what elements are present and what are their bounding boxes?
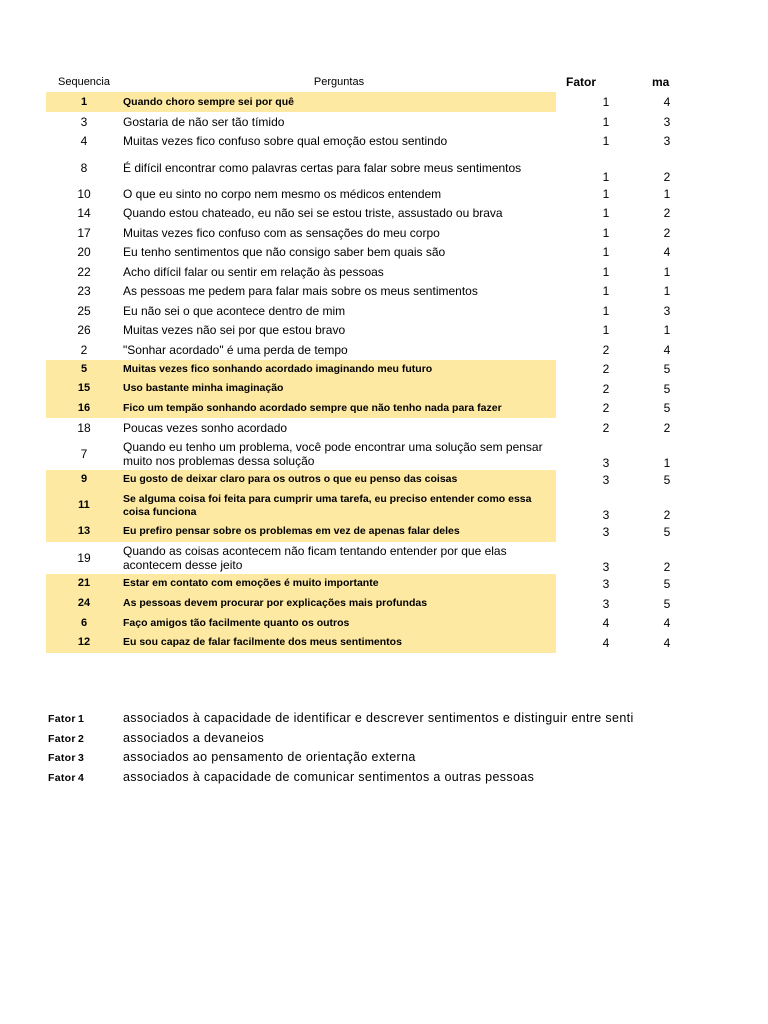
cell-fator: 1	[602, 114, 610, 129]
cell-pergunta	[123, 633, 553, 653]
cell-sequencia: 25	[77, 303, 91, 318]
question-text: Muitas vezes fico confuso com as sensações do meu corpo	[123, 225, 440, 240]
table-row	[0, 633, 768, 653]
cell-pergunta	[123, 223, 553, 243]
question-text: Muitas vezes fico confuso sobre qual emoção estou sentindo	[123, 134, 448, 149]
question-text: O que eu sinto no corpo nem mesmo os médicos entendem	[123, 186, 442, 201]
cell-pergunta	[123, 379, 553, 399]
cell-fator: 1	[602, 323, 610, 338]
cell-ma: 4	[663, 635, 671, 650]
table-row	[0, 282, 768, 302]
table-row	[0, 379, 768, 399]
cell-sequencia: 18	[77, 420, 91, 435]
cell-fator: 2	[602, 342, 610, 357]
question-text: Faço amigos tão facilmente quanto os outros	[123, 616, 350, 629]
factor-legend	[0, 711, 768, 789]
cell-fator: 1	[602, 206, 610, 221]
question-text: Muitas vezes fico sonhando acordado imaginando meu futuro	[123, 362, 433, 375]
table-row	[0, 92, 768, 112]
cell-fator: 3	[602, 472, 610, 487]
legend-description: associados ao pensamento de orientação externa	[123, 750, 416, 764]
header-ma: ma	[652, 75, 670, 89]
cell-fator: 3	[602, 559, 610, 574]
legend-item	[0, 731, 768, 751]
question-text: É difícil encontrar como palavras certas para falar sobre meus sentimentos	[123, 160, 522, 175]
cell-fator: 2	[602, 362, 610, 377]
cell-sequencia: 17	[77, 225, 91, 240]
cell-fator: 3	[602, 596, 610, 611]
cell-fator: 1	[602, 134, 610, 149]
cell-ma: 1	[663, 284, 671, 299]
cell-sequencia: 2	[80, 342, 88, 357]
question-text: Eu não sei o que acontece dentro de mim	[123, 303, 346, 318]
cell-sequencia: 1	[80, 95, 88, 108]
cell-ma: 2	[663, 206, 671, 221]
cell-fator: 1	[602, 245, 610, 260]
header-perguntas: Perguntas	[313, 76, 365, 88]
cell-pergunta	[123, 282, 553, 302]
cell-sequencia: 13	[77, 525, 91, 537]
question-text: Muitas vezes não sei por que estou bravo	[123, 323, 346, 338]
cell-pergunta	[123, 470, 553, 490]
cell-pergunta	[123, 321, 553, 341]
cell-fator: 2	[602, 401, 610, 416]
question-text: Quando estou chateado, eu não sei se estou triste, assustado ou brava	[123, 206, 503, 221]
cell-ma: 5	[663, 472, 671, 487]
cell-pergunta	[123, 574, 553, 594]
cell-ma: 5	[663, 524, 671, 539]
cell-ma: 5	[663, 401, 671, 416]
cell-fator: 2	[602, 420, 610, 435]
cell-sequencia: 9	[80, 473, 88, 485]
table-row	[0, 418, 768, 438]
cell-fator: 3	[602, 455, 610, 470]
cell-sequencia: 6	[80, 616, 88, 629]
table-row	[0, 399, 768, 419]
cell-pergunta	[123, 614, 553, 634]
cell-sequencia: 10	[77, 186, 91, 201]
cell-sequencia: 19	[77, 550, 91, 565]
table-row	[0, 112, 768, 132]
cell-fator: 1	[602, 264, 610, 279]
legend-item	[0, 711, 768, 731]
cell-sequencia: 4	[80, 134, 88, 149]
cell-ma: 5	[663, 576, 671, 591]
table-row	[0, 438, 768, 470]
question-text: Acho difícil falar ou sentir em relação às pessoas	[123, 264, 384, 279]
table-row	[0, 321, 768, 341]
cell-sequencia: 15	[77, 382, 91, 395]
cell-pergunta	[123, 360, 553, 380]
header-fator: Fator	[566, 75, 596, 89]
cell-ma: 4	[663, 616, 671, 631]
cell-pergunta	[123, 184, 553, 204]
cell-ma: 1	[663, 323, 671, 338]
table-row	[0, 223, 768, 243]
cell-fator: 1	[602, 95, 610, 109]
cell-ma: 2	[663, 170, 671, 184]
question-text: Eu gosto de deixar claro para os outros o que eu penso das coisas	[123, 473, 458, 485]
table-row	[0, 243, 768, 263]
legend-number: 2	[78, 732, 84, 745]
table-row	[0, 262, 768, 282]
table-row	[0, 132, 768, 152]
cell-sequencia: 20	[77, 245, 91, 260]
cell-ma: 1	[663, 186, 671, 201]
cell-fator: 3	[602, 507, 610, 522]
cell-pergunta	[123, 92, 553, 112]
cell-pergunta	[123, 262, 553, 282]
cell-ma: 1	[663, 264, 671, 279]
cell-sequencia: 3	[80, 114, 88, 129]
legend-number: 1	[78, 713, 84, 725]
cell-fator: 4	[602, 616, 610, 631]
legend-number: 3	[78, 752, 84, 764]
question-text: Se alguma coisa foi feita para cumprir uma tarefa, eu preciso entender como essa coisa funciona	[123, 492, 532, 518]
cell-ma: 2	[663, 559, 671, 574]
legend-number: 4	[78, 771, 84, 784]
legend-label: Fator	[48, 732, 76, 745]
cell-ma: 2	[663, 420, 671, 435]
question-text: Quando choro sempre sei por quê	[123, 95, 294, 108]
table-row	[0, 360, 768, 380]
question-text: Eu prefiro pensar sobre os problemas em vez de apenas falar deles	[123, 525, 460, 537]
legend-label: Fator	[48, 752, 76, 764]
cell-ma: 5	[663, 596, 671, 611]
table-row	[0, 470, 768, 490]
question-text: Estar em contato com emoções é muito importante	[123, 577, 379, 589]
cell-sequencia: 12	[77, 636, 91, 649]
cell-ma: 3	[663, 303, 671, 318]
legend-description: associados à capacidade de comunicar sentimentos a outras pessoas	[123, 769, 535, 784]
table-row	[0, 151, 768, 184]
cell-ma: 1	[663, 455, 671, 470]
table-row	[0, 522, 768, 542]
cell-sequencia: 22	[77, 264, 91, 279]
cell-pergunta	[123, 112, 553, 132]
questions-table	[0, 92, 768, 653]
cell-pergunta	[123, 204, 553, 224]
cell-sequencia: 5	[80, 362, 88, 375]
cell-fator: 1	[602, 303, 610, 318]
cell-sequencia: 7	[80, 446, 88, 461]
cell-sequencia: 21	[77, 577, 91, 589]
legend-label: Fator	[48, 713, 76, 725]
legend-label: Fator	[48, 771, 76, 784]
question-text: Eu tenho sentimentos que não consigo saber bem quais são	[123, 245, 446, 260]
cell-pergunta	[123, 132, 553, 152]
table-row	[0, 614, 768, 634]
cell-ma: 2	[663, 225, 671, 240]
cell-sequencia: 14	[77, 206, 91, 221]
cell-pergunta	[123, 522, 553, 542]
cell-pergunta	[123, 301, 553, 321]
cell-sequencia: 23	[77, 284, 91, 299]
cell-pergunta	[123, 438, 553, 470]
cell-sequencia: 8	[80, 160, 88, 175]
question-text: As pessoas me pedem para falar mais sobre os meus sentimentos	[123, 284, 478, 299]
legend-description: associados à capacidade de identificar e descrever sentimentos e distinguir entre senti	[123, 711, 634, 725]
table-row	[0, 542, 768, 574]
question-text: As pessoas devem procurar por explicações mais profundas	[123, 597, 428, 609]
question-text: Fico um tempão sonhando acordado sempre que não tenho nada para fazer	[123, 401, 502, 414]
table-row	[0, 301, 768, 321]
cell-fator: 1	[602, 186, 610, 201]
question-text: Quando eu tenho um problema, você pode encontrar uma solução sem pensar muito nos problemas dessa solução	[123, 439, 543, 468]
cell-fator: 4	[602, 635, 610, 650]
cell-pergunta	[123, 243, 553, 263]
legend-item	[0, 770, 768, 790]
question-text: "Sonhar acordado" é uma perda de tempo	[123, 342, 348, 357]
cell-fator: 2	[602, 381, 610, 396]
cell-pergunta	[123, 594, 553, 614]
cell-fator: 1	[602, 284, 610, 299]
cell-ma: 2	[663, 507, 671, 522]
cell-fator: 3	[602, 524, 610, 539]
cell-sequencia: 16	[77, 401, 91, 414]
question-text: Gostaria de não ser tão tímido	[123, 114, 285, 129]
cell-ma: 5	[663, 362, 671, 377]
cell-ma: 4	[663, 342, 671, 357]
cell-ma: 3	[663, 114, 671, 129]
legend-description: associados a devaneios	[123, 730, 265, 745]
cell-sequencia: 11	[78, 499, 90, 511]
cell-fator: 3	[602, 576, 610, 591]
cell-pergunta	[123, 151, 553, 184]
table-row	[0, 340, 768, 360]
cell-pergunta	[123, 418, 553, 438]
cell-ma: 4	[663, 245, 671, 260]
table-row	[0, 184, 768, 204]
table-row	[0, 490, 768, 522]
cell-ma: 4	[663, 95, 671, 109]
question-text: Uso bastante minha imaginação	[123, 382, 284, 395]
table-row	[0, 204, 768, 224]
cell-sequencia: 24	[77, 597, 91, 609]
table-row	[0, 594, 768, 614]
question-text: Quando as coisas acontecem não ficam tentando entender por que elas acontecem desse jeito	[123, 543, 507, 572]
cell-pergunta	[123, 340, 553, 360]
cell-pergunta	[123, 490, 553, 522]
cell-sequencia: 26	[77, 323, 91, 338]
cell-pergunta	[123, 542, 553, 574]
cell-ma: 5	[663, 381, 671, 396]
table-row	[0, 574, 768, 594]
legend-item	[0, 750, 768, 770]
header-sequencia: Sequencia	[58, 76, 110, 88]
question-text: Poucas vezes sonho acordado	[123, 420, 288, 435]
cell-pergunta	[123, 399, 553, 419]
cell-ma: 3	[663, 134, 671, 149]
question-text: Eu sou capaz de falar facilmente dos meus sentimentos	[123, 636, 402, 649]
cell-fator: 1	[602, 225, 610, 240]
cell-fator: 1	[602, 170, 610, 184]
